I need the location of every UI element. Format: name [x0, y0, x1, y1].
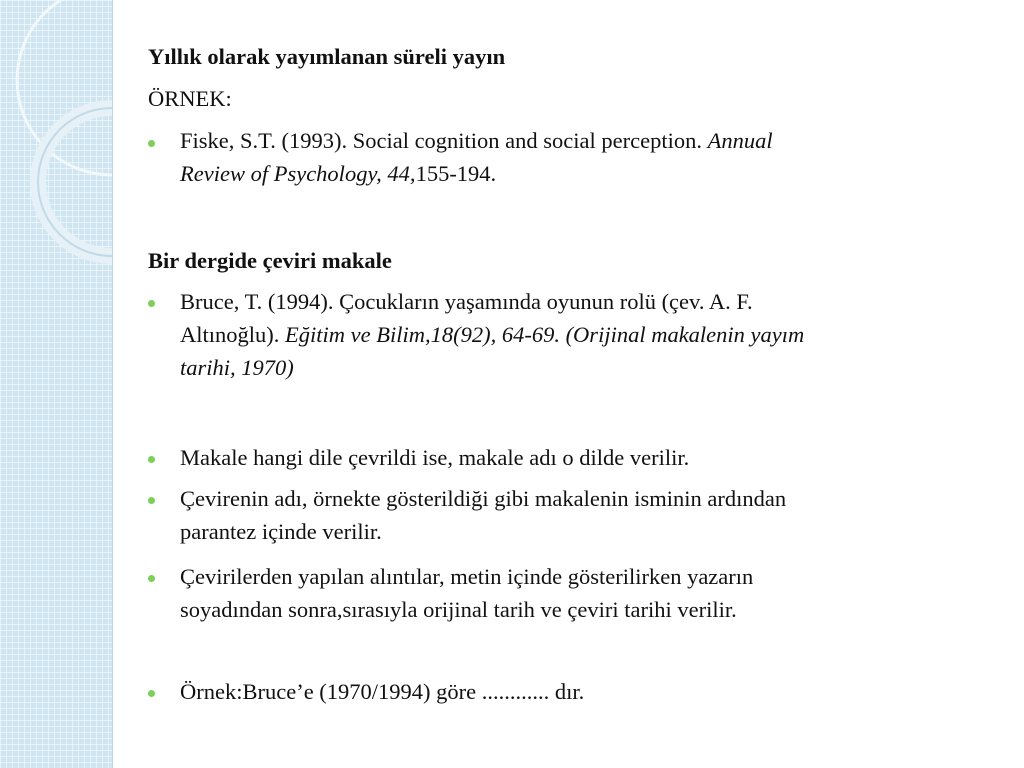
note-text: Makale hangi dile çevrildi ise, makale adı o dilde verilir.: [180, 445, 690, 470]
bullet-icon: [148, 456, 155, 463]
reference-fiske: Fiske, S.T. (1993). Social cognition and social perception. Annual Review of Psychology, 44,155-194.: [180, 128, 773, 186]
example-label: ÖRNEK:: [148, 86, 232, 111]
note-text: Çevirilerden yapılan alıntılar, metin içinde gösterilirken yazarın soyadından sonra,sırasıyla orijinal tarih ve çeviri tarihi verilir.: [180, 564, 754, 622]
heading-annual-serial: Yıllık olarak yayımlanan süreli yayın: [148, 44, 506, 69]
note-text: Örnek:Bruce’e (1970/1994) göre ............ dır.: [180, 679, 585, 704]
bullet-icon: [148, 690, 155, 697]
decorative-side-band: [0, 0, 113, 768]
reference-bruce: Bruce, T. (1994). Çocukların yaşamında oyunun rolü (çev. A. F. Altınoğlu). Eğitim ve Bilim,18(92), 64-69. (Orijinal makalenin yayım tarihi, 1970): [180, 289, 805, 380]
decorative-circles: [0, 0, 112, 300]
bullet-icon: [148, 300, 155, 307]
heading-translated-article: Bir dergide çeviri makale: [148, 248, 392, 273]
bullet-icon: [148, 575, 155, 582]
bullet-icon: [148, 140, 155, 147]
note-text: Çevirenin adı, örnekte gösterildiği gibi makalenin isminin ardından parantez içinde verilir.: [180, 486, 787, 544]
bullet-icon: [148, 497, 155, 504]
